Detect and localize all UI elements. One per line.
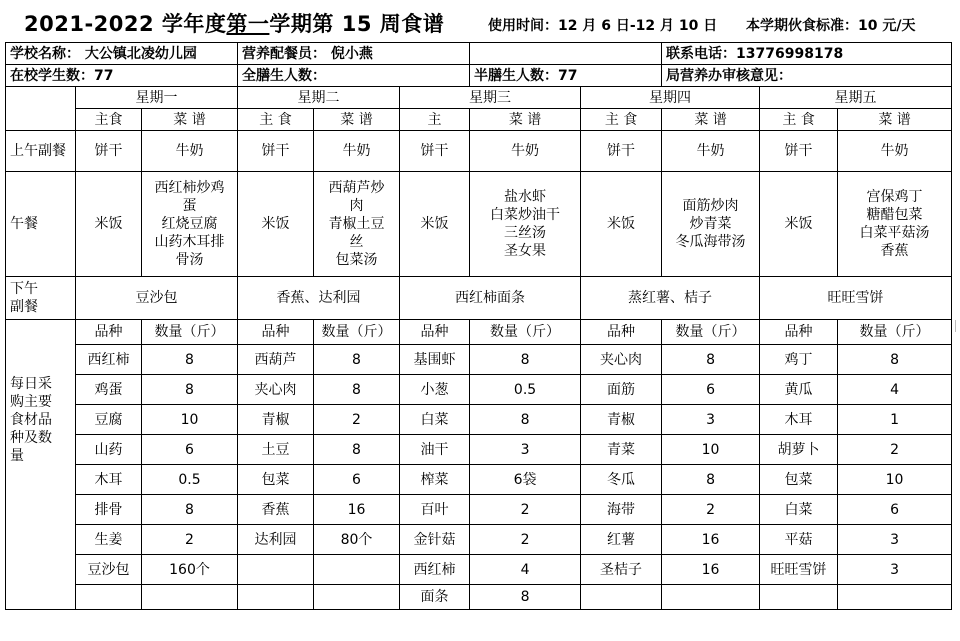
item-name: 青菜	[581, 435, 662, 465]
item-name: 包菜	[760, 465, 838, 495]
day-header: 星期四	[581, 87, 760, 109]
item-name: 平菇	[760, 525, 838, 555]
purchase-header-row	[6, 320, 952, 345]
staple-header: 主食	[76, 109, 142, 131]
item-qty: 16	[662, 555, 760, 585]
day-header: 星期五	[760, 87, 952, 109]
dish-line: 面筋炒肉	[682, 198, 739, 214]
item-name: 胡萝卜	[760, 435, 838, 465]
item-header: 品种	[76, 320, 142, 345]
item-name	[238, 585, 314, 610]
info-row-2	[6, 65, 952, 87]
dish-line: 骨汤	[175, 252, 204, 268]
day-header: 星期二	[238, 87, 400, 109]
purchase-row	[6, 435, 952, 465]
dish-line: 冬瓜海带汤	[675, 234, 746, 250]
item-name	[581, 585, 662, 610]
dish-line: 香蕉	[880, 243, 909, 259]
item-qty: 10	[142, 405, 238, 435]
label-line: 下午	[10, 281, 38, 297]
item-qty: 3	[662, 405, 760, 435]
item-name: 山药	[76, 435, 142, 465]
subheader-row	[6, 109, 952, 131]
item-name: 达利园	[238, 525, 314, 555]
dish-line: 白菜平菇汤	[859, 225, 930, 241]
item-name: 百叶	[400, 495, 470, 525]
student-count: 在校学生数：77	[6, 65, 238, 87]
item-qty: 8	[470, 405, 581, 435]
blank-info	[470, 43, 662, 65]
menu-table	[5, 42, 952, 610]
item-qty	[838, 585, 952, 610]
dish-header: 菜 谱	[142, 109, 238, 131]
item-qty: 16	[662, 525, 760, 555]
dish-line: 白菜炒油干	[490, 207, 561, 223]
item-name: 土豆	[238, 435, 314, 465]
item-qty: 6	[838, 495, 952, 525]
morning-dish: 牛奶	[142, 131, 238, 172]
item-name: 旺旺雪饼	[760, 555, 838, 585]
dish-line: 盐水虾	[504, 189, 547, 205]
item-name: 鸡丁	[760, 345, 838, 375]
item-qty: 0.5	[142, 465, 238, 495]
item-qty: 3	[838, 525, 952, 555]
half-board-count: 半膳生人数：77	[470, 65, 662, 87]
item-qty: 16	[314, 495, 400, 525]
purchase-row	[6, 525, 952, 555]
morning-staple: 饼干	[400, 131, 470, 172]
item-qty: 2	[662, 495, 760, 525]
qty-header: 数量（斤）	[662, 320, 760, 345]
meal-standard: 本学期伙食标准：10 元/天	[746, 18, 916, 34]
sheet-edge-marker	[955, 320, 960, 332]
item-name: 夹心肉	[581, 345, 662, 375]
item-qty: 6	[314, 465, 400, 495]
afternoon-snack-label	[6, 277, 76, 320]
item-qty: 8	[142, 345, 238, 375]
item-name: 榨菜	[400, 465, 470, 495]
staple-header: 主	[400, 109, 470, 131]
item-qty: 1	[838, 405, 952, 435]
morning-staple: 饼干	[581, 131, 662, 172]
item-qty: 8	[662, 465, 760, 495]
purchase-row	[6, 375, 952, 405]
item-name	[76, 585, 142, 610]
item-qty	[314, 555, 400, 585]
phone: 联系电话：13776998178	[662, 43, 952, 65]
item-qty	[662, 585, 760, 610]
dish-line: 青椒土豆	[328, 216, 385, 232]
afternoon-item: 豆沙包	[76, 277, 238, 320]
item-name: 西红柿	[76, 345, 142, 375]
afternoon-item: 旺旺雪饼	[760, 277, 952, 320]
item-qty: 8	[314, 345, 400, 375]
item-qty: 3	[838, 555, 952, 585]
dish-line: 肉	[349, 198, 364, 214]
label-line: 购主要	[10, 394, 52, 410]
item-name: 冬瓜	[581, 465, 662, 495]
item-qty: 6	[142, 435, 238, 465]
item-qty: 8	[838, 345, 952, 375]
purchase-row	[6, 585, 952, 610]
purchase-row	[6, 495, 952, 525]
item-qty: 6	[662, 375, 760, 405]
dish-line: 圣女果	[504, 243, 547, 259]
item-name: 夹心肉	[238, 375, 314, 405]
qty-header: 数量（斤）	[314, 320, 400, 345]
school-name: 学校名称： 大公镇北凌幼儿园	[6, 43, 238, 65]
label-line: 量	[10, 448, 24, 464]
lunch-staple: 米饭	[760, 172, 838, 277]
item-name: 基围虾	[400, 345, 470, 375]
morning-staple: 饼干	[238, 131, 314, 172]
review-opinion: 局营养办审核意见：	[662, 65, 952, 87]
lunch-dishes	[662, 172, 760, 277]
morning-staple: 饼干	[76, 131, 142, 172]
page-title: 2021-2022 学年度第一学期第 15 周食谱	[24, 12, 445, 36]
dish-line: 包菜汤	[335, 252, 378, 268]
item-name: 包菜	[238, 465, 314, 495]
item-name: 西葫芦	[238, 345, 314, 375]
morning-dish: 牛奶	[314, 131, 400, 172]
item-name: 红薯	[581, 525, 662, 555]
item-name	[238, 555, 314, 585]
item-name: 生姜	[76, 525, 142, 555]
item-name: 海带	[581, 495, 662, 525]
item-name: 豆腐	[76, 405, 142, 435]
afternoon-item: 香蕉、达利园	[238, 277, 400, 320]
day-header: 星期三	[400, 87, 581, 109]
item-qty: 4	[470, 555, 581, 585]
dish-line: 红烧豆腐	[161, 216, 218, 232]
item-header: 品种	[400, 320, 470, 345]
item-qty	[314, 585, 400, 610]
item-header: 品种	[581, 320, 662, 345]
item-qty: 2	[470, 495, 581, 525]
item-name: 白菜	[400, 405, 470, 435]
item-qty: 4	[838, 375, 952, 405]
lunch-staple: 米饭	[76, 172, 142, 277]
dish-line: 西红柿炒鸡	[154, 180, 225, 196]
item-name: 青椒	[238, 405, 314, 435]
qty-header: 数量（斤）	[142, 320, 238, 345]
dish-line: 炒青菜	[689, 216, 732, 232]
day-header-row	[6, 87, 952, 109]
item-qty: 80个	[314, 525, 400, 555]
menu-body	[6, 43, 952, 610]
dish-header: 菜 谱	[838, 109, 952, 131]
day-header: 星期一	[76, 87, 238, 109]
item-qty: 8	[314, 435, 400, 465]
dish-line: 蛋	[182, 198, 197, 214]
item-qty: 10	[838, 465, 952, 495]
item-qty: 6袋	[470, 465, 581, 495]
item-header: 品种	[760, 320, 838, 345]
lunch-dishes	[142, 172, 238, 277]
item-name: 金针菇	[400, 525, 470, 555]
item-name: 木耳	[760, 405, 838, 435]
purchase-row	[6, 555, 952, 585]
qty-header: 数量（斤）	[838, 320, 952, 345]
lunch-dishes	[314, 172, 400, 277]
item-name: 鸡蛋	[76, 375, 142, 405]
lunch-label: 午餐	[6, 172, 76, 277]
morning-dish: 牛奶	[470, 131, 581, 172]
dish-header: 菜 谱	[470, 109, 581, 131]
label-line: 种及数	[10, 430, 52, 446]
usage-period: 使用时间：12 月 6 日-12 月 10 日	[488, 18, 718, 34]
label-line: 副餐	[10, 299, 38, 315]
item-qty: 8	[142, 495, 238, 525]
item-name: 香蕉	[238, 495, 314, 525]
label-line: 食材品	[10, 412, 52, 428]
nutritionist: 营养配餐员： 倪小燕	[238, 43, 470, 65]
staple-header: 主 食	[760, 109, 838, 131]
item-name: 圣桔子	[581, 555, 662, 585]
item-qty: 2	[838, 435, 952, 465]
item-qty: 2	[314, 405, 400, 435]
item-name: 木耳	[76, 465, 142, 495]
corner-cell	[6, 87, 76, 131]
item-qty: 160个	[142, 555, 238, 585]
item-qty: 8	[314, 375, 400, 405]
full-board-count: 全膳生人数：	[238, 65, 470, 87]
item-qty: 8	[470, 345, 581, 375]
morning-snack-label: 上午副餐	[6, 131, 76, 172]
afternoon-item: 西红柿面条	[400, 277, 581, 320]
item-name: 豆沙包	[76, 555, 142, 585]
dish-header: 菜 谱	[314, 109, 400, 131]
dish-line: 宫保鸡丁	[866, 189, 923, 205]
dish-line: 三丝汤	[504, 225, 547, 241]
item-name: 西红柿	[400, 555, 470, 585]
item-header: 品种	[238, 320, 314, 345]
afternoon-item: 蒸红薯、桔子	[581, 277, 760, 320]
item-name: 白菜	[760, 495, 838, 525]
item-name	[760, 585, 838, 610]
item-qty: 8	[662, 345, 760, 375]
qty-header: 数量（斤）	[470, 320, 581, 345]
morning-snack-row	[6, 131, 952, 172]
item-name: 面筋	[581, 375, 662, 405]
purchase-row	[6, 465, 952, 495]
staple-header: 主 食	[238, 109, 314, 131]
lunch-row	[6, 172, 952, 277]
dish-line: 丝	[349, 234, 364, 250]
item-qty	[142, 585, 238, 610]
dish-header: 菜 谱	[662, 109, 760, 131]
staple-header: 主 食	[581, 109, 662, 131]
item-name: 面条	[400, 585, 470, 610]
lunch-dishes	[838, 172, 952, 277]
dish-line: 西葫芦炒	[328, 180, 385, 196]
label-line: 每日采	[10, 376, 52, 392]
lunch-dishes	[470, 172, 581, 277]
morning-dish: 牛奶	[838, 131, 952, 172]
dish-line: 山药木耳排	[154, 234, 225, 250]
purchase-row	[6, 345, 952, 375]
item-name: 排骨	[76, 495, 142, 525]
item-name: 青椒	[581, 405, 662, 435]
item-qty: 2	[470, 525, 581, 555]
item-qty: 8	[142, 375, 238, 405]
item-qty: 3	[470, 435, 581, 465]
lunch-staple: 米饭	[400, 172, 470, 277]
item-qty: 10	[662, 435, 760, 465]
purchase-label	[6, 320, 76, 610]
item-qty: 8	[470, 585, 581, 610]
morning-dish: 牛奶	[662, 131, 760, 172]
title-row	[0, 0, 960, 42]
item-name: 小葱	[400, 375, 470, 405]
item-name: 黄瓜	[760, 375, 838, 405]
afternoon-snack-row	[6, 277, 952, 320]
info-row-1	[6, 43, 952, 65]
item-qty: 0.5	[470, 375, 581, 405]
item-name: 油干	[400, 435, 470, 465]
lunch-staple: 米饭	[581, 172, 662, 277]
item-qty: 2	[142, 525, 238, 555]
morning-staple: 饼干	[760, 131, 838, 172]
lunch-staple: 米饭	[238, 172, 314, 277]
purchase-row	[6, 405, 952, 435]
dish-line: 糖醋包菜	[866, 207, 923, 223]
